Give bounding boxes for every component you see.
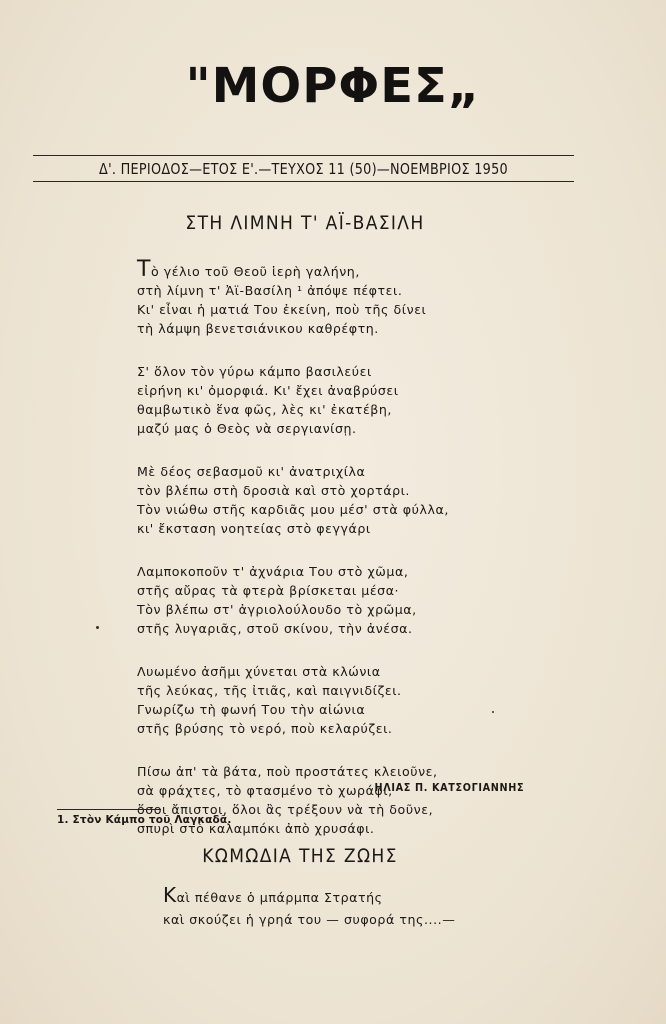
second-poem-title: ΚΩΜΩΔΙΑ ΤΗΣ ΖΩΗΣ (202, 845, 398, 867)
verse-line: ὅσοι ἄπιστοι, ὅλοι ἂς τρέξουν νὰ τὴ δοῦνε, (137, 802, 434, 817)
stanza-5 (137, 662, 557, 738)
verse-line: Γνωρίζω τὴ φωνή Του τὴν αἰώνια (137, 702, 366, 717)
verse-line: μαζύ μας ὁ Θεὸς νὰ σεργιανίσῃ. (137, 421, 357, 436)
verse-line: καὶ σκούζει ἡ γρηά του — συφορά της....— (163, 912, 456, 927)
verse-line: Λυωμένο ἀσῆμι χύνεται στὰ κλώνια (137, 664, 381, 679)
paper-speck (492, 711, 494, 713)
verse-line: σπυρὶ στὸ καλαμπόκι ἀπὸ χρυσάφι. (137, 821, 375, 836)
poem-body (137, 257, 557, 862)
verse-line: τὴ λάμψη βενετσιάνικου καθρέφτη. (137, 321, 379, 336)
verse-line: θαμβωτικὸ ἕνα φῶς, λὲς κι' ἐκατέβη, (137, 402, 392, 417)
paper-speck (96, 626, 99, 629)
verse-line: Σ' ὅλον τὸν γύρω κάμπο βασιλεύει (137, 364, 372, 379)
verse-line: στῆς αὔρας τὰ φτερὰ βρίσκεται μέσα· (137, 583, 400, 598)
stanza-4 (137, 562, 557, 638)
verse-line: Τὸ γέλιο τοῦ Θεοῦ ἱερὴ γαλήνη, (137, 257, 360, 282)
stanza-2 (137, 362, 557, 438)
drop-cap: Κ (163, 883, 177, 907)
verse-line: Τὸν νιώθω στῆς καρδιᾶς μου μέσ' στὰ φύλλα, (137, 502, 449, 517)
issue-info: Δ'. ΠΕΡΙΟΔΟΣ—ΕΤΟΣ Ε'.—ΤΕΥΧΟΣ 11 (50)—ΝΟΕΜΒΡΙΟΣ 1950 (99, 160, 508, 178)
stanza-3 (137, 462, 557, 538)
verse-line: Λαμποκοποῦν τ' ἀχνάρια Του στὸ χῶμα, (137, 564, 409, 579)
verse-line: εἰρήνη κι' ὀμορφιά. Κι' ἔχει ἀναβρύσει (137, 383, 399, 398)
header-rule-top (33, 155, 574, 156)
footnote: 1. Στὸν Κάμπο τοῦ Λαγκαδᾶ. (57, 814, 232, 826)
footnote-rule (57, 809, 161, 810)
stanza-1 (137, 257, 557, 338)
verse-line: Μὲ δέος σεβασμοῦ κι' ἀνατριχίλα (137, 464, 366, 479)
verse-line: σὰ φράχτες, τὸ φτασμένο τὸ χωράφι, (137, 783, 393, 798)
verse-line: τῆς λεύκας, τῆς ἰτιᾶς, καὶ παιγνιδίζει. (137, 683, 402, 698)
verse-line: Κι' εἶναι ἡ ματιά Του ἐκείνη, ποὺ τῆς δίνει (137, 302, 427, 317)
verse-line: στὴ λίμνη τ' Ἀϊ-Βασίλη ¹ ἀπόψε πέφτει. (137, 283, 403, 298)
verse-line: Πίσω ἀπ' τὰ βάτα, ποὺ προστάτες κλειοῦνε, (137, 764, 438, 779)
verse-line: στῆς βρύσης τὸ νερό, ποὺ κελαρύζει. (137, 721, 393, 736)
stanza-6 (137, 762, 557, 838)
verse-line: τὸν βλέπω στὴ δροσιὰ καὶ στὸ χορτάρι. (137, 483, 410, 498)
verse-line: Καὶ πέθανε ὁ μπάρμπα Στρατής (163, 883, 383, 907)
header-rule-bottom (33, 181, 574, 182)
masthead-title: "ΜΟΡΦΕΣ„ (185, 58, 481, 114)
poem-title: ΣΤΗ ΛΙΜΝΗ Τ' ΑΪ-ΒΑΣΙΛΗ (185, 212, 425, 234)
verse-line: κι' ἔκσταση νοητείας στὸ φεγγάρι (137, 521, 371, 536)
drop-cap: Τ (137, 257, 151, 282)
author-signature: ΗΛΙΑΣ Π. ΚΑΤΣΟΓΙΑΝΝΗΣ (374, 782, 525, 794)
verse-line: Τὸν βλέπω στ' ἀγριολούλουδο τὸ χρῶμα, (137, 602, 417, 617)
second-poem-body (163, 883, 563, 931)
verse-line: στῆς λυγαριᾶς, στοῦ σκίνου, τὴν ἀνέσα. (137, 621, 413, 636)
